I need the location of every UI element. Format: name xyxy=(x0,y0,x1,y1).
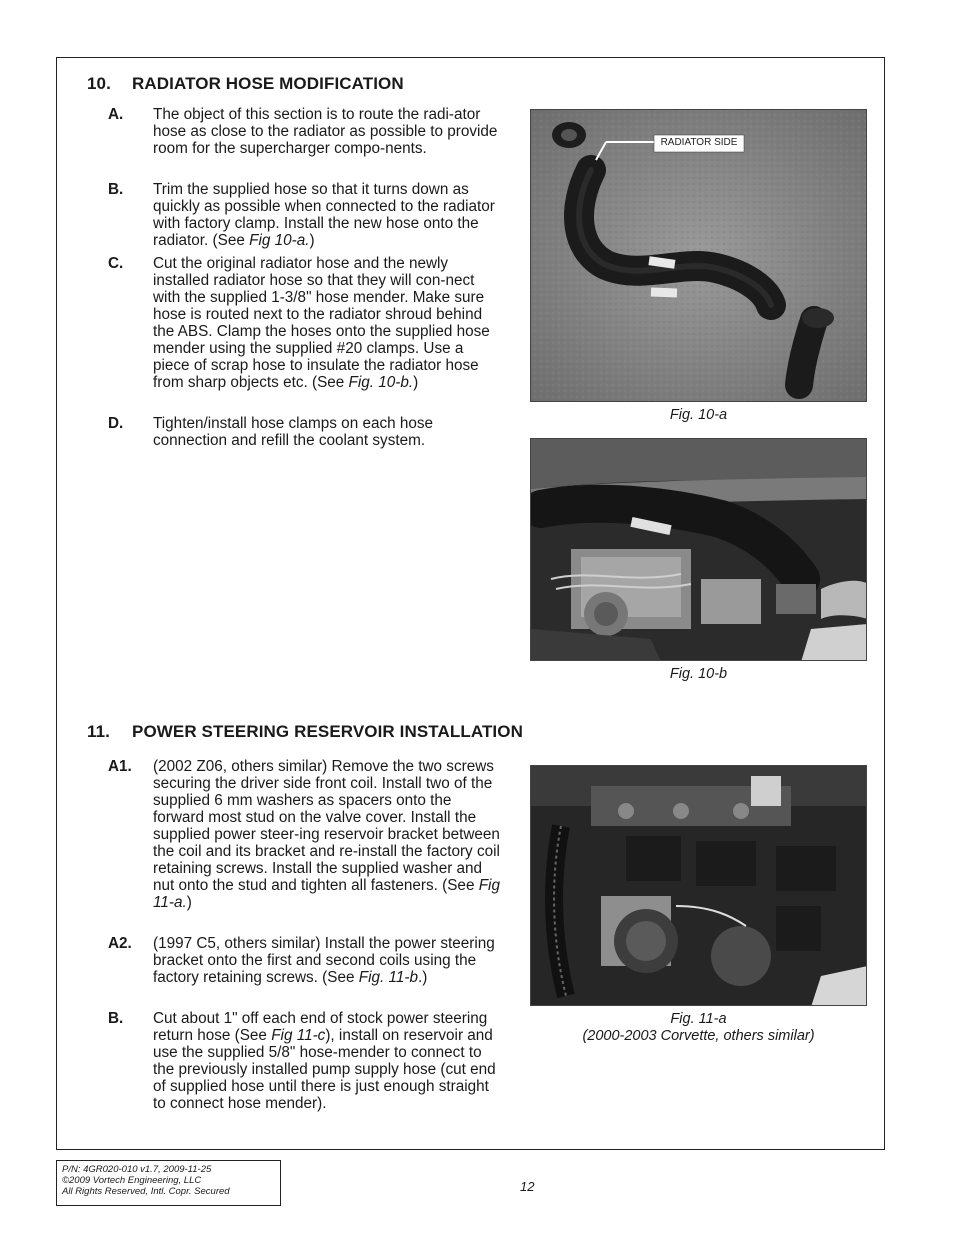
section-11-title: POWER STEERING RESERVOIR INSTALLATION xyxy=(132,722,523,741)
figure-reference: Fig 10-a. xyxy=(249,232,310,249)
step-label: D. xyxy=(108,415,124,432)
figure-reference: Fig. 10-b. xyxy=(348,374,414,391)
figure-reference: Fig 11-c xyxy=(271,1027,326,1044)
footer-part-number: P/N: 4GR020-010 v1.7, 2009-11-25 xyxy=(62,1164,212,1175)
step-text: (2002 Z06, others similar) Remove the two screws securing the driver side front coil. Install two of the supplied 6 mm washers as spacers onto the forward most stud on the valve cover. Install the supplied power steer-ing reservoir bracket between the coil and its bracket and re-install the factory coil retaining screws. Install the supplied washer and nut onto the stud and tighten all fasteners. (See Fig 11-a.) xyxy=(153,758,500,911)
section-10-number: 10. xyxy=(87,74,111,93)
step-label: B. xyxy=(108,181,124,198)
step-11-a2 xyxy=(108,935,503,986)
fig-11a-caption xyxy=(530,1011,867,1045)
page-number: 12 xyxy=(520,1179,535,1194)
step-10-d xyxy=(108,415,503,449)
section-11-number: 11. xyxy=(87,722,110,741)
fig-10b-caption: Fig. 10-b xyxy=(669,666,728,682)
step-text: (1997 C5, others similar) Install the power steering bracket onto the first and second coils using the factory retaining screws. (See Fig. 11-b.) xyxy=(153,935,495,986)
step-11-a1 xyxy=(108,758,503,911)
figure-reference: Fig 11-a. xyxy=(153,877,500,911)
section-10-heading xyxy=(87,74,404,94)
footer-copyright: ©2009 Vortech Engineering, LLC xyxy=(62,1175,202,1186)
step-text: The object of this section is to route the radi-ator hose as close to the radiator as possible to provide room for the supercharger compo-nents. xyxy=(153,106,498,157)
power-steering-photo xyxy=(531,766,867,1006)
step-text: Cut about 1" off each end of stock power steering return hose (See Fig 11-c), install on reservoir and use the supplied 5/8" hose-mender to connect to the previously installed pump supply hose (cut end of supplied hose until there is just enough straight to connect hose mender). xyxy=(153,1010,496,1112)
figure-reference: Fig. 11-b xyxy=(358,969,418,986)
radiator-hose-photo xyxy=(531,110,867,402)
step-11-b xyxy=(108,1010,503,1112)
fig-11a-photo xyxy=(530,765,867,1006)
step-10-c xyxy=(108,255,503,391)
step-label: A1. xyxy=(108,758,132,775)
step-label: C. xyxy=(108,255,124,272)
step-10-a xyxy=(108,106,503,157)
step-text: Cut the original radiator hose and the newly installed radiator hose so that they will con-nect with the supplied 1-3/8" hose mender. Make sure hose is routed next to the radiator shroud behind the ABS. Clamp the hoses onto the supplied hose mender using the supplied #20 clamps. Use a piece of scrap hose to insulate the radiator hose from sharp objects etc. (See Fig. 10-b.) xyxy=(153,255,490,391)
fig-10b-photo xyxy=(530,438,867,661)
section-10-title: RADIATOR HOSE MODIFICATION xyxy=(132,74,404,93)
fig-10a-photo xyxy=(530,109,867,402)
fig-11a-caption-subtitle: (2000-2003 Corvette, others similar) xyxy=(582,1028,815,1044)
radiator-side-label: RADIATOR SIDE xyxy=(660,137,738,148)
step-label: A. xyxy=(108,106,124,123)
footer-rights: All Rights Reserved, Intl. Copr. Secured xyxy=(62,1186,230,1197)
engine-bay-photo xyxy=(531,439,867,661)
fig-10a-caption: Fig. 10-a xyxy=(669,407,728,423)
step-10-b xyxy=(108,181,503,249)
step-text: Trim the supplied hose so that it turns down as quickly as possible when connected to the radiator with factory clamp. Install the new hose onto the radiator. (See Fig 10-a.) xyxy=(153,181,495,249)
step-text: Tighten/install hose clamps on each hose connection and refill the coolant system. xyxy=(153,415,434,449)
step-label: A2. xyxy=(108,935,132,952)
footer-info-box xyxy=(56,1160,281,1206)
step-label: B. xyxy=(108,1010,124,1027)
fig-11a-caption-title: Fig. 11-a xyxy=(670,1011,727,1027)
section-11-heading xyxy=(87,722,523,742)
